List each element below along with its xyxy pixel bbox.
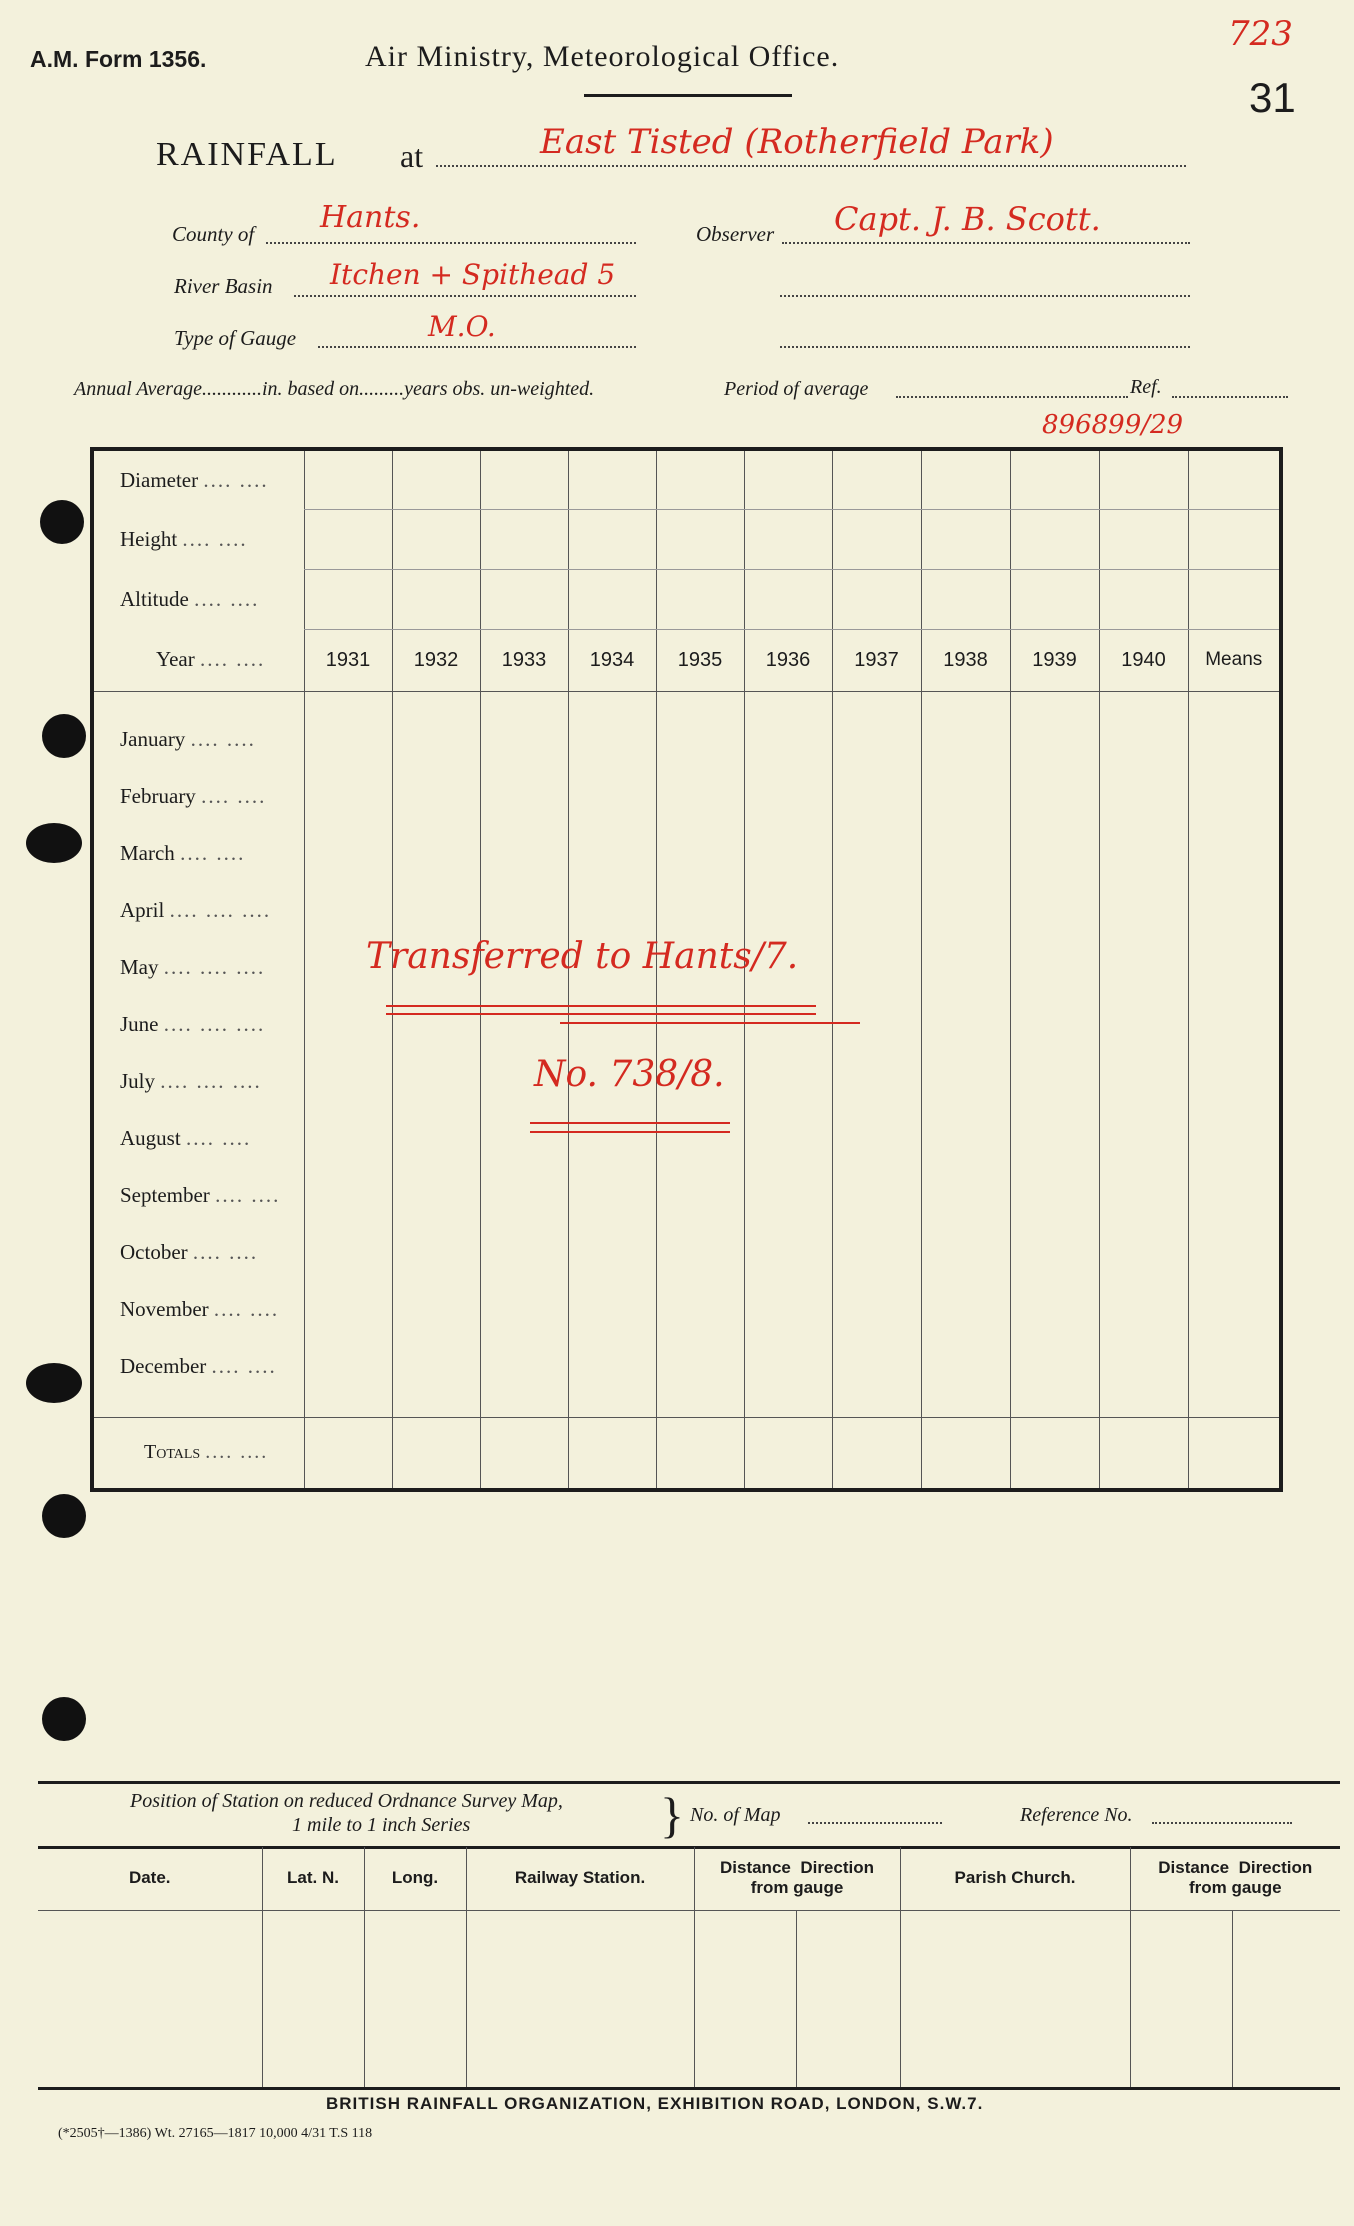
period-dots — [896, 396, 1128, 398]
punch-hole — [42, 714, 86, 758]
diameter-label: Diameter .... .... — [120, 467, 269, 492]
organization-footer: BRITISH RAINFALL ORGANIZATION, EXHIBITION ROAD, LONDON, S.W.7. — [326, 2094, 984, 2113]
position-title-2: 1 mile to 1 inch Series — [292, 1814, 471, 1836]
year-label: Year .... .... — [92, 629, 304, 691]
county-label: County of — [172, 222, 255, 246]
title-underline — [584, 94, 792, 97]
county-value: Hants. — [320, 200, 421, 235]
month-row — [92, 1281, 1281, 1338]
punch-hole — [40, 500, 84, 544]
totals-label: Totals .... .... — [92, 1417, 304, 1490]
month-row — [92, 1338, 1281, 1395]
river-basin-value: Itchen + Spithead 5 — [330, 258, 616, 291]
brace: } — [660, 1787, 684, 1843]
month-label: March .... .... — [120, 841, 246, 865]
month-row — [92, 1110, 1281, 1167]
transfer-annotation: Transferred to Hants/7. — [366, 936, 799, 977]
altitude-row — [92, 569, 1281, 629]
height-label: Height .... .... — [120, 526, 248, 551]
year-header: 1939 — [1010, 629, 1099, 691]
number-underline — [530, 1122, 730, 1124]
office-title: Air Ministry, Meteorological Office. — [365, 40, 840, 73]
altitude-label: Altitude .... .... — [120, 586, 260, 611]
ref-dots — [1172, 396, 1288, 398]
month-row — [92, 882, 1281, 939]
month-label: October .... .... — [120, 1240, 259, 1264]
at-label: at — [400, 138, 424, 174]
month-row — [92, 1167, 1281, 1224]
month-label: February .... .... — [120, 784, 267, 808]
year-header: 1936 — [744, 629, 832, 691]
month-label: December .... .... — [120, 1354, 277, 1378]
annotation-underline — [386, 1013, 816, 1015]
blank-dots — [780, 295, 1190, 297]
year-header: 1932 — [392, 629, 480, 691]
position-row — [38, 1910, 1340, 2087]
month-label: November .... .... — [120, 1297, 280, 1321]
year-header: 1937 — [832, 629, 921, 691]
map-no-label: No. of Map — [690, 1804, 781, 1826]
river-basin-label: River Basin — [174, 274, 273, 298]
map-no-dots — [808, 1822, 942, 1824]
observer-value: Capt. J. B. Scott. — [834, 200, 1101, 238]
period-label: Period of average — [724, 378, 869, 400]
blank-dots-2 — [780, 346, 1190, 348]
month-label: April .... .... .... — [120, 898, 272, 922]
section-rule-bottom — [38, 2087, 1340, 2090]
observer-dots — [782, 242, 1190, 244]
number-underline — [530, 1131, 730, 1133]
year-header: 1933 — [480, 629, 568, 691]
col-parish: Parish Church. — [900, 1847, 1130, 1910]
ref-label: Ref. — [1130, 376, 1162, 398]
col-distance-direction-2: Distance Direction from gauge — [1130, 1847, 1340, 1910]
month-label: May .... .... .... — [120, 955, 266, 979]
col-long: Long. — [364, 1847, 466, 1910]
gauge-value: M.O. — [428, 310, 496, 343]
month-label: June .... .... .... — [120, 1012, 266, 1036]
diameter-row — [92, 449, 1281, 509]
annotation-underline — [560, 1022, 860, 1024]
month-row — [92, 825, 1281, 882]
month-row — [92, 768, 1281, 825]
print-code: (*2505†—1386) Wt. 27165—1817 10,000 4/31 T.S 118 — [58, 2126, 373, 2141]
year-header: 1931 — [304, 629, 392, 691]
month-row — [92, 711, 1281, 768]
col-distance-direction-1: Distance Direction from gauge — [694, 1847, 900, 1910]
form-number: A.M. Form 1356. — [30, 46, 207, 72]
year-header: 1935 — [656, 629, 744, 691]
month-row — [92, 1224, 1281, 1281]
col-date: Date. — [38, 1847, 262, 1910]
rainfall-label: RAINFALL — [156, 136, 338, 173]
at-dots — [436, 165, 1186, 167]
annual-average: Annual Average............in. based on.........years obs. un-weighted. — [74, 378, 595, 400]
punch-hole — [26, 823, 82, 863]
month-label: September .... .... — [120, 1183, 281, 1207]
annotation-underline — [386, 1005, 816, 1007]
month-label: July .... .... .... — [120, 1069, 262, 1093]
punch-hole — [42, 1494, 86, 1538]
position-title-1: Position of Station on reduced Ordnance Survey Map, — [130, 1790, 563, 1812]
station-name: East Tisted (Rotherfield Park) — [540, 122, 1054, 162]
ref-top: 723 — [1228, 14, 1293, 54]
ref-value: 896899/29 — [1042, 410, 1184, 440]
reference-no-dots — [1152, 1822, 1292, 1824]
reference-no-label: Reference No. — [1020, 1804, 1133, 1826]
height-row — [92, 509, 1281, 569]
totals-row — [92, 1417, 1281, 1490]
year-header: 1938 — [921, 629, 1010, 691]
gauge-dots — [318, 346, 636, 348]
col-lat: Lat. N. — [262, 1847, 364, 1910]
month-label: January .... .... — [120, 727, 256, 751]
means-header: Means — [1188, 629, 1281, 691]
year-row — [92, 629, 1281, 691]
observer-label: Observer — [696, 222, 775, 246]
section-rule-top — [38, 1781, 1340, 1784]
month-label: August .... .... — [120, 1126, 252, 1150]
county-dots — [266, 242, 636, 244]
number-annotation: No. 738/8. — [534, 1054, 725, 1095]
position-table — [38, 1847, 1340, 2087]
gauge-label: Type of Gauge — [174, 326, 297, 350]
year-header: 1940 — [1099, 629, 1188, 691]
punch-hole — [26, 1363, 82, 1403]
col-railway: Railway Station. — [466, 1847, 694, 1910]
punch-hole — [42, 1697, 86, 1741]
year-header: 1934 — [568, 629, 656, 691]
sheet-number: 31 — [1249, 74, 1296, 121]
river-basin-dots — [294, 295, 636, 297]
